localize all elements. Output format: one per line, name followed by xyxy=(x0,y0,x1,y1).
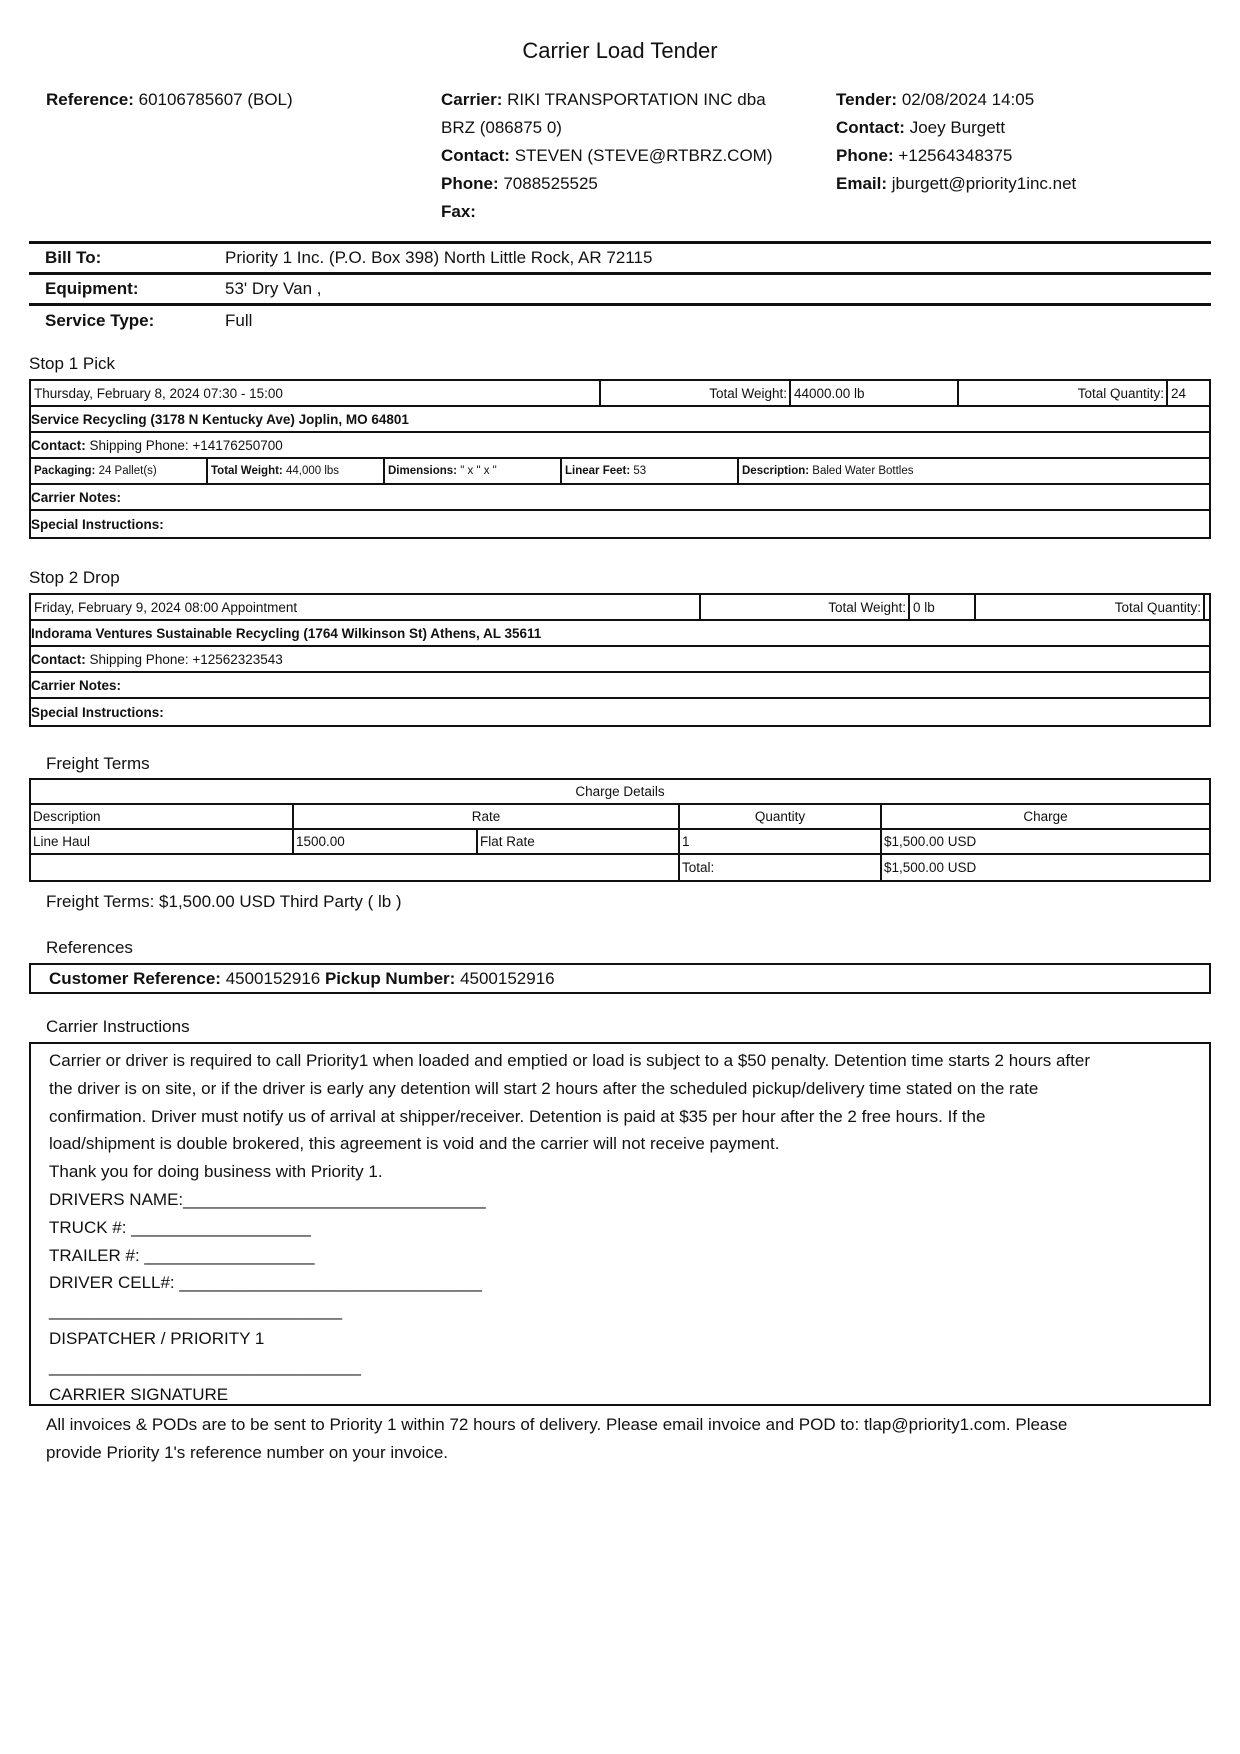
stop1-carrier-notes-label: Carrier Notes: xyxy=(31,489,122,505)
email-label: Email: xyxy=(836,174,888,193)
references-box xyxy=(29,963,1211,994)
bill-to-label: Bill To: xyxy=(45,248,102,267)
stop1-date-row xyxy=(31,381,1209,407)
reference-block xyxy=(46,86,293,114)
footer-line: All invoices & PODs are to be sent to Priority 1 within 72 hours of delivery. Please email invoice and POD to: tlap@priority1.com. Please xyxy=(46,1415,1068,1434)
carrier-fax-label: Fax: xyxy=(441,202,476,221)
stop1-location: Service Recycling (3178 N Kentucky Ave) Joplin, MO 64801 xyxy=(31,411,409,427)
equipment-row xyxy=(29,272,1211,303)
bill-to-row xyxy=(29,241,1211,272)
linear-feet-label: Linear Feet: xyxy=(565,465,631,477)
tender-value: 02/08/2024 14:05 xyxy=(901,90,1035,109)
charge-amount: $1,500.00 USD xyxy=(880,830,1209,853)
stop1-special-label: Special Instructions: xyxy=(31,516,164,532)
stop1-table xyxy=(29,379,1211,539)
stop1-carrier-notes-row xyxy=(31,485,1209,511)
stop1-total-qty-value: 24 xyxy=(1166,381,1209,405)
dimensions-value: " x " x " xyxy=(460,465,497,477)
tender-label: Tender: xyxy=(836,90,898,109)
freight-terms-line: Freight Terms: $1,500.00 USD Third Party ( lb ) xyxy=(46,892,402,911)
stop2-contact-row xyxy=(31,647,1209,673)
stop2-table xyxy=(29,593,1211,727)
col-rate: Rate xyxy=(292,805,678,828)
carrier-phone-label: Phone: xyxy=(441,174,499,193)
stop2-title: Stop 2 Drop xyxy=(29,568,120,587)
tender-block xyxy=(836,86,1076,198)
description-value: Baled Water Bottles xyxy=(812,465,914,477)
charge-quantity: 1 xyxy=(678,830,880,853)
stop1-contact-row xyxy=(31,433,1209,459)
charge-total-label: Total: xyxy=(678,855,880,880)
stop1-total-weight-value: 44000.00 lb xyxy=(789,381,959,405)
packaging-value: 24 Pallet(s) xyxy=(98,465,157,477)
stop2-date: Friday, February 9, 2024 08:00 Appointment xyxy=(31,595,701,619)
email-value: jburgett@priority1inc.net xyxy=(891,174,1077,193)
stop2-location: Indorama Ventures Sustainable Recycling (1764 Wilkinson St) Athens, AL 35611 xyxy=(31,625,542,641)
phone-label: Phone: xyxy=(836,146,894,165)
charge-rate: 1500.00 xyxy=(292,830,476,853)
references-title: References xyxy=(46,938,133,957)
stop1-title: Stop 1 Pick xyxy=(29,354,115,373)
charge-row xyxy=(31,830,1209,855)
phone-value: +12564348375 xyxy=(898,146,1013,165)
stop1-contact-label: Contact: xyxy=(31,437,86,453)
col-quantity: Quantity xyxy=(678,805,880,828)
stop1-details-row xyxy=(31,459,1209,485)
instruction-line: Carrier or driver is required to call Priority1 when loaded and emptied or load is subject to a $50 penalty. Detention time starts 2 hours after xyxy=(49,1051,1090,1070)
stop2-total-weight-value: 0 lb xyxy=(908,595,976,619)
dispatcher-signature-line: _______________________________ xyxy=(49,1301,343,1321)
carrier-instructions-box xyxy=(29,1042,1211,1406)
charge-columns-row xyxy=(31,805,1209,830)
charge-description: Line Haul xyxy=(33,834,91,849)
service-type-value: Full xyxy=(225,311,253,330)
stop1-total-qty-label: Total Quantity: xyxy=(1077,385,1164,401)
contact-label: Contact: xyxy=(836,118,905,137)
service-type-row xyxy=(29,303,1211,336)
carrier-instructions-title: Carrier Instructions xyxy=(46,1017,190,1036)
page-title: Carrier Load Tender xyxy=(522,38,718,63)
stop2-special-label: Special Instructions: xyxy=(31,704,164,720)
equipment-value: 53' Dry Van , xyxy=(225,279,322,298)
carrier-name: RIKI TRANSPORTATION INC dba xyxy=(507,90,766,109)
stop2-contact-label: Contact: xyxy=(31,651,86,667)
charge-total-value: $1,500.00 USD xyxy=(880,855,1209,880)
dimensions-label: Dimensions: xyxy=(388,465,458,477)
stop1-date: Thursday, February 8, 2024 07:30 - 15:00 xyxy=(31,381,601,405)
charge-rate-type: Flat Rate xyxy=(476,830,678,853)
col-description: Description xyxy=(33,809,101,824)
charge-details-table xyxy=(29,778,1211,882)
reference-label: Reference: xyxy=(46,90,134,109)
stop1-total-weight-label: Total Weight: xyxy=(709,385,787,401)
stop2-date-row xyxy=(31,595,1209,621)
weight-value: 44,000 lbs xyxy=(285,465,340,477)
driver-cell-field: DRIVER CELL#: ________________________________ xyxy=(49,1273,482,1293)
stop1-location-row xyxy=(31,407,1209,433)
carrier-contact-value: STEVEN (STEVE@RTBRZ.COM) xyxy=(514,146,773,165)
service-type-label: Service Type: xyxy=(45,311,155,330)
equipment-label: Equipment: xyxy=(45,279,139,298)
trailer-number-field: TRAILER #: __________________ xyxy=(49,1245,315,1265)
carrier-signature-label: CARRIER SIGNATURE xyxy=(49,1384,229,1404)
pickup-number-label: Pickup Number: xyxy=(324,968,456,988)
stop2-special-row xyxy=(31,699,1209,725)
instruction-line: Thank you for doing business with Priority 1. xyxy=(49,1162,383,1182)
stop2-carrier-notes-label: Carrier Notes: xyxy=(31,677,122,693)
billing-table xyxy=(29,241,1211,336)
footer-line: provide Priority 1's reference number on your invoice. xyxy=(46,1443,448,1462)
carrier-label: Carrier: xyxy=(441,90,503,109)
customer-reference-value: 4500152916 xyxy=(225,968,321,988)
stop2-total-qty-label: Total Quantity: xyxy=(1114,599,1201,615)
carrier-contact-label: Contact: xyxy=(441,146,510,165)
stop2-location-row xyxy=(31,621,1209,647)
dispatcher-label: DISPATCHER / PRIORITY 1 xyxy=(49,1328,265,1348)
packaging-label: Packaging: xyxy=(34,465,96,477)
description-label: Description: xyxy=(742,465,810,477)
stop2-total-weight-label: Total Weight: xyxy=(828,599,906,615)
carrier-phone-value: 7088525525 xyxy=(503,174,598,193)
contact-value: Joey Burgett xyxy=(909,118,1006,137)
weight-label: Total Weight: xyxy=(211,465,283,477)
stop2-total-qty-value xyxy=(1203,595,1209,619)
freight-terms-title: Freight Terms xyxy=(46,754,150,773)
stop1-contact-value: Shipping Phone: +14176250700 xyxy=(89,437,283,453)
carrier-block xyxy=(441,86,773,226)
stop2-carrier-notes-row xyxy=(31,673,1209,699)
charge-total-spacer xyxy=(31,855,678,880)
reference-value: 60106785607 (BOL) xyxy=(138,90,293,109)
stop1-special-row xyxy=(31,511,1209,537)
charge-details-header xyxy=(31,780,1209,805)
linear-feet-value: 53 xyxy=(633,465,647,477)
drivers-name-field: DRIVERS NAME:________________________________ xyxy=(49,1189,486,1209)
customer-reference-label: Customer Reference: xyxy=(49,968,221,988)
instruction-line: the driver is on site, or if the driver is early any detention will start 2 hours after the scheduled pickup/delivery time stated on the rate xyxy=(49,1078,1039,1098)
invoice-footer xyxy=(46,1411,1206,1467)
pickup-number-value: 4500152916 xyxy=(460,968,555,988)
stop2-contact-value: Shipping Phone: +12562323543 xyxy=(89,651,283,667)
instruction-line: load/shipment is double brokered, this agreement is void and the carrier will not receive payment. xyxy=(49,1134,780,1154)
carrier-signature-line: _________________________________ xyxy=(49,1356,362,1376)
charge-details-label: Charge Details xyxy=(575,784,665,799)
charge-total-row xyxy=(31,855,1209,880)
bill-to-value: Priority 1 Inc. (P.O. Box 398) North Little Rock, AR 72115 xyxy=(225,248,653,267)
truck-number-field: TRUCK #: ___________________ xyxy=(49,1217,311,1237)
instruction-line: confirmation. Driver must notify us of arrival at shipper/receiver. Detention is paid at $35 per hour after the 2 free hours. If the xyxy=(49,1106,986,1126)
col-charge: Charge xyxy=(880,805,1209,828)
carrier-code: BRZ (086875 0) xyxy=(441,118,562,137)
